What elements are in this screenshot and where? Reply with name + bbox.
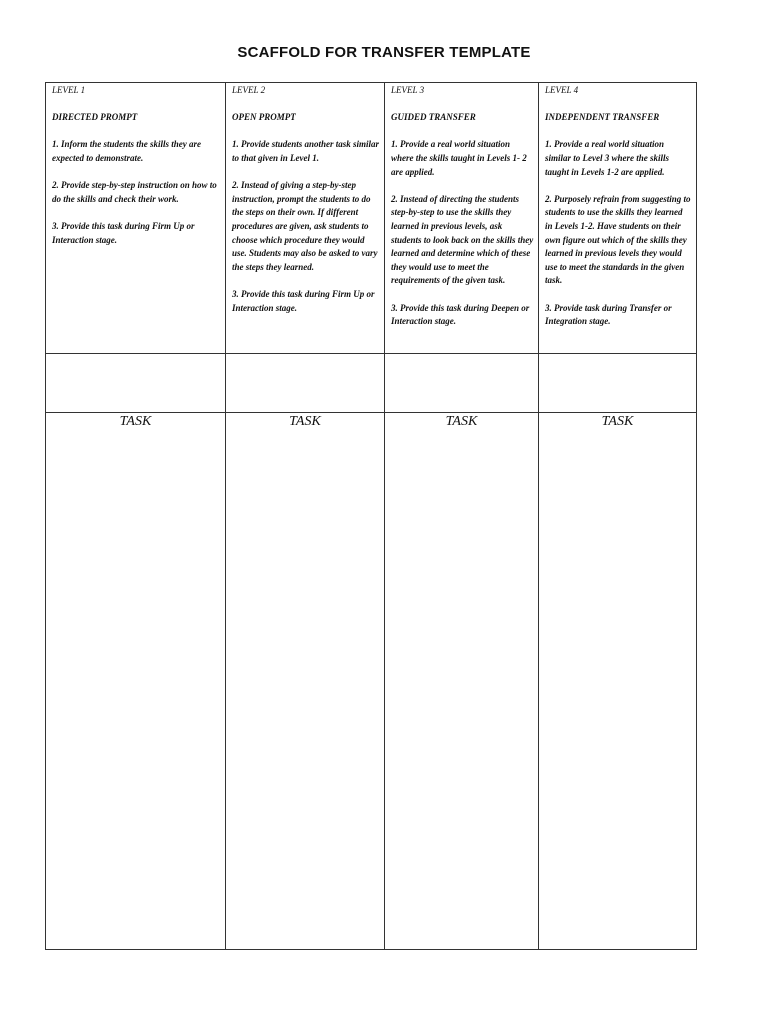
level-instruction: 3. Provide this task during Firm Up or Interaction stage. <box>52 220 195 245</box>
task-label: TASK <box>601 414 634 429</box>
task-cell-level-4[interactable] <box>539 413 697 950</box>
task-label: TASK <box>289 414 321 429</box>
level-label: LEVEL 1 <box>52 85 86 95</box>
level-label: LEVEL 4 <box>545 85 579 95</box>
task-cell-level-2[interactable] <box>226 413 385 950</box>
document-title: SCAFFOLD FOR TRANSFER TEMPLATE <box>237 44 531 61</box>
task-label: TASK <box>445 414 478 429</box>
level-4-cell <box>539 83 697 354</box>
blank-cell-level-4[interactable] <box>539 354 697 413</box>
level-label: LEVEL 3 <box>391 85 425 95</box>
level-2-cell <box>226 83 385 354</box>
blank-cell-level-3[interactable] <box>385 354 539 413</box>
level-instruction: 1. Provide students another task similar to that given in Level 1. <box>232 139 380 163</box>
level-instruction: 2. Instead of directing the students step-by-step to use the skills they learned in previous levels, ask students to look back on the skills they learned and determine which of these they would use to meet the requirements of the given task. <box>391 193 534 286</box>
level-heading: INDEPENDENT TRANSFER <box>545 112 660 123</box>
task-cell-level-1[interactable] <box>46 413 226 950</box>
level-instruction: 1. Inform the students the skills they are expected to demonstrate. <box>52 139 202 163</box>
blank-cell-level-1[interactable] <box>46 354 226 413</box>
level-instruction: 2. Purposely refrain from suggesting to students to use the skills they learned in Levels 1-2. Have students on their own figure out which of the skills they learned in previous levels they would use to meet the standards in the given task. <box>545 193 691 286</box>
level-instruction: 1. Provide a real world situation similar to Level 3 where the skills taught in Levels 1-2 are applied. <box>545 139 669 177</box>
task-label: TASK <box>119 414 152 429</box>
level-instruction: 1. Provide a real world situation where the skills taught in Levels 1- 2 are applied. <box>391 139 527 177</box>
scaffold-table <box>45 82 697 950</box>
level-instruction: 2. Instead of giving a step-by-step instruction, prompt the students to do the steps on their own. If different procedures are given, ask students to choose which procedure they would use. Students may also be asked to vary the steps they learned. <box>232 180 378 272</box>
level-label: LEVEL 2 <box>232 85 266 95</box>
blank-row <box>46 354 697 413</box>
level-heading: GUIDED TRANSFER <box>391 112 476 123</box>
task-cell-level-3[interactable] <box>385 413 539 950</box>
level-instruction: 3. Provide this task during Firm Up or Interaction stage. <box>232 288 375 313</box>
blank-cell-level-2[interactable] <box>226 354 385 413</box>
level-3-cell <box>385 83 539 354</box>
level-heading: DIRECTED PROMPT <box>52 112 138 123</box>
level-instruction: 3. Provide task during Transfer or Integration stage. <box>545 302 672 327</box>
level-heading: OPEN PROMPT <box>232 112 296 123</box>
level-instruction: 3. Provide this task during Deepen or Interaction stage. <box>391 302 530 327</box>
level-instruction: 2. Provide step-by-step instruction on how to do the skills and check their work. <box>52 180 217 204</box>
level-description-row <box>46 83 697 354</box>
level-1-cell <box>46 83 226 354</box>
task-row <box>46 413 697 950</box>
